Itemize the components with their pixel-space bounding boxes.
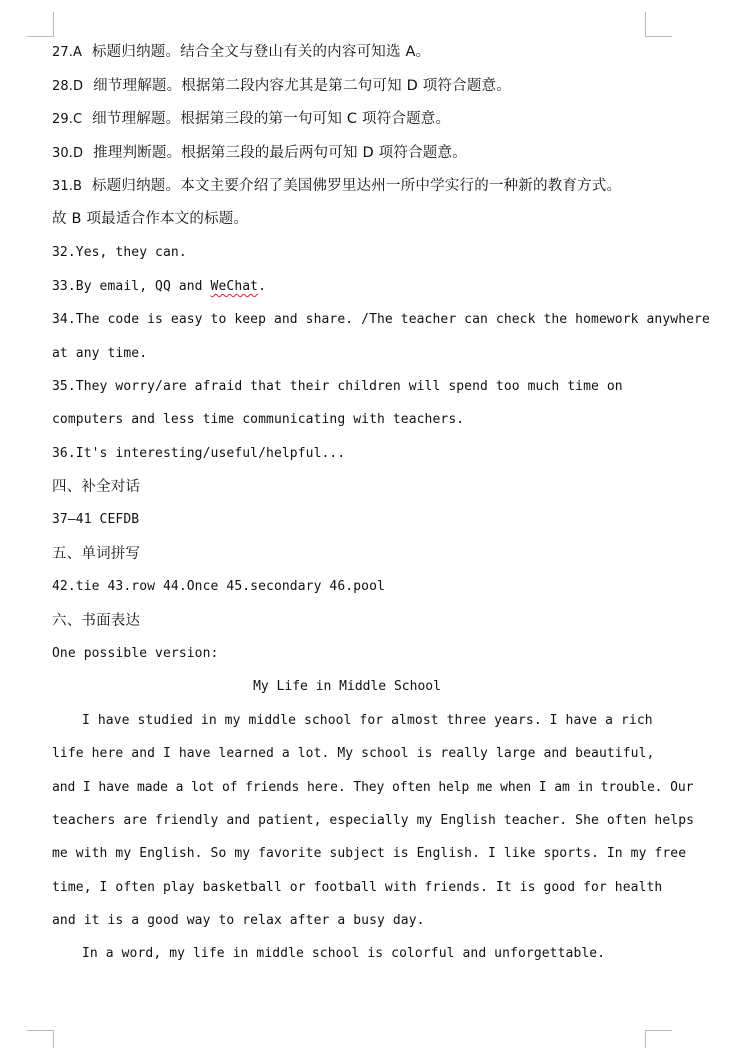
essay-line: and it is a good way to relax after a busy day. <box>52 913 425 928</box>
section-answer: 42.tie 43.row 44.Once 45.secondary 46.pool <box>52 579 385 594</box>
answer-number: 30.D <box>52 146 84 161</box>
crop-mark-bottom-right <box>645 1030 672 1048</box>
answer-number: 27.A <box>52 45 82 60</box>
answer-30 <box>52 143 467 164</box>
answer-explanation: 细节理解题。根据第三段的第一句可知 C 项符合题意。 <box>92 111 451 127</box>
answer-35-line-2: computers and less time communicating with teachers. <box>52 412 465 427</box>
essay-line: I have studied in my middle school for almost three years. I have a rich <box>82 713 653 728</box>
essay-line: life here and I have learned a lot. My school is really large and beautiful, <box>52 746 655 761</box>
answer-text: . <box>258 279 267 294</box>
answer-35-line-1: 35.They worry/are afraid that their children will spend too much time on <box>52 379 623 394</box>
crop-mark-bottom-left <box>27 1030 54 1048</box>
answer-number: 29.C <box>52 112 83 127</box>
answer-29 <box>52 109 450 130</box>
answer-34-line-1: 34.The code is easy to keep and share. /The teacher can check the homework anywhere <box>52 312 710 327</box>
crop-mark-top-right <box>645 12 672 37</box>
essay-closing: In a word, my life in middle school is colorful and unforgettable. <box>82 946 606 961</box>
essay-line: time, I often play basketball or football with friends. It is good for health <box>52 880 663 895</box>
answer-32: 32.Yes, they can. <box>52 245 187 260</box>
section-answer: 37—41 CEFDB <box>52 512 140 527</box>
section-heading: 四、补全对话 <box>52 479 141 495</box>
essay-intro: One possible version: <box>52 646 219 661</box>
answer-31 <box>52 176 621 197</box>
answer-28 <box>52 76 511 97</box>
answer-33 <box>52 277 266 297</box>
section-heading: 六、书面表达 <box>52 613 141 629</box>
essay-line: and I have made a lot of friends here. They often help me when I am in trouble. Our <box>52 780 694 795</box>
answer-explanation: 推理判断题。根据第三段的最后两句可知 D 项符合题意。 <box>93 145 467 161</box>
essay-line: teachers are friendly and patient, especially my English teacher. She often helps <box>52 813 695 828</box>
answer-explanation: 标题归纳题。本文主要介绍了美国佛罗里达州一所中学实行的一种新的教育方式。 <box>92 178 622 194</box>
answer-number: 28.D <box>52 79 84 94</box>
answer-number: 31.B <box>52 179 82 194</box>
answer-explanation: 细节理解题。根据第二段内容尤其是第二句可知 D 项符合题意。 <box>93 78 511 94</box>
answer-explanation: 标题归纳题。结合全文与登山有关的内容可知选 A。 <box>91 44 431 60</box>
answer-31-continued: 故 B 项最适合作本文的标题。 <box>52 211 249 227</box>
answer-36: 36.It's interesting/useful/helpful... <box>52 446 346 461</box>
spellcheck-flagged-word: WeChat <box>210 279 259 294</box>
essay-line: me with my English. So my favorite subject is English. I like sports. In my free <box>52 846 687 861</box>
answer-27 <box>52 42 430 63</box>
crop-mark-top-left <box>27 12 54 37</box>
answer-text: 33.By email, QQ and <box>52 279 211 294</box>
essay-title: My Life in Middle School <box>253 679 441 694</box>
answer-34-line-2: at any time. <box>52 346 148 361</box>
section-heading: 五、单词拼写 <box>52 546 141 562</box>
